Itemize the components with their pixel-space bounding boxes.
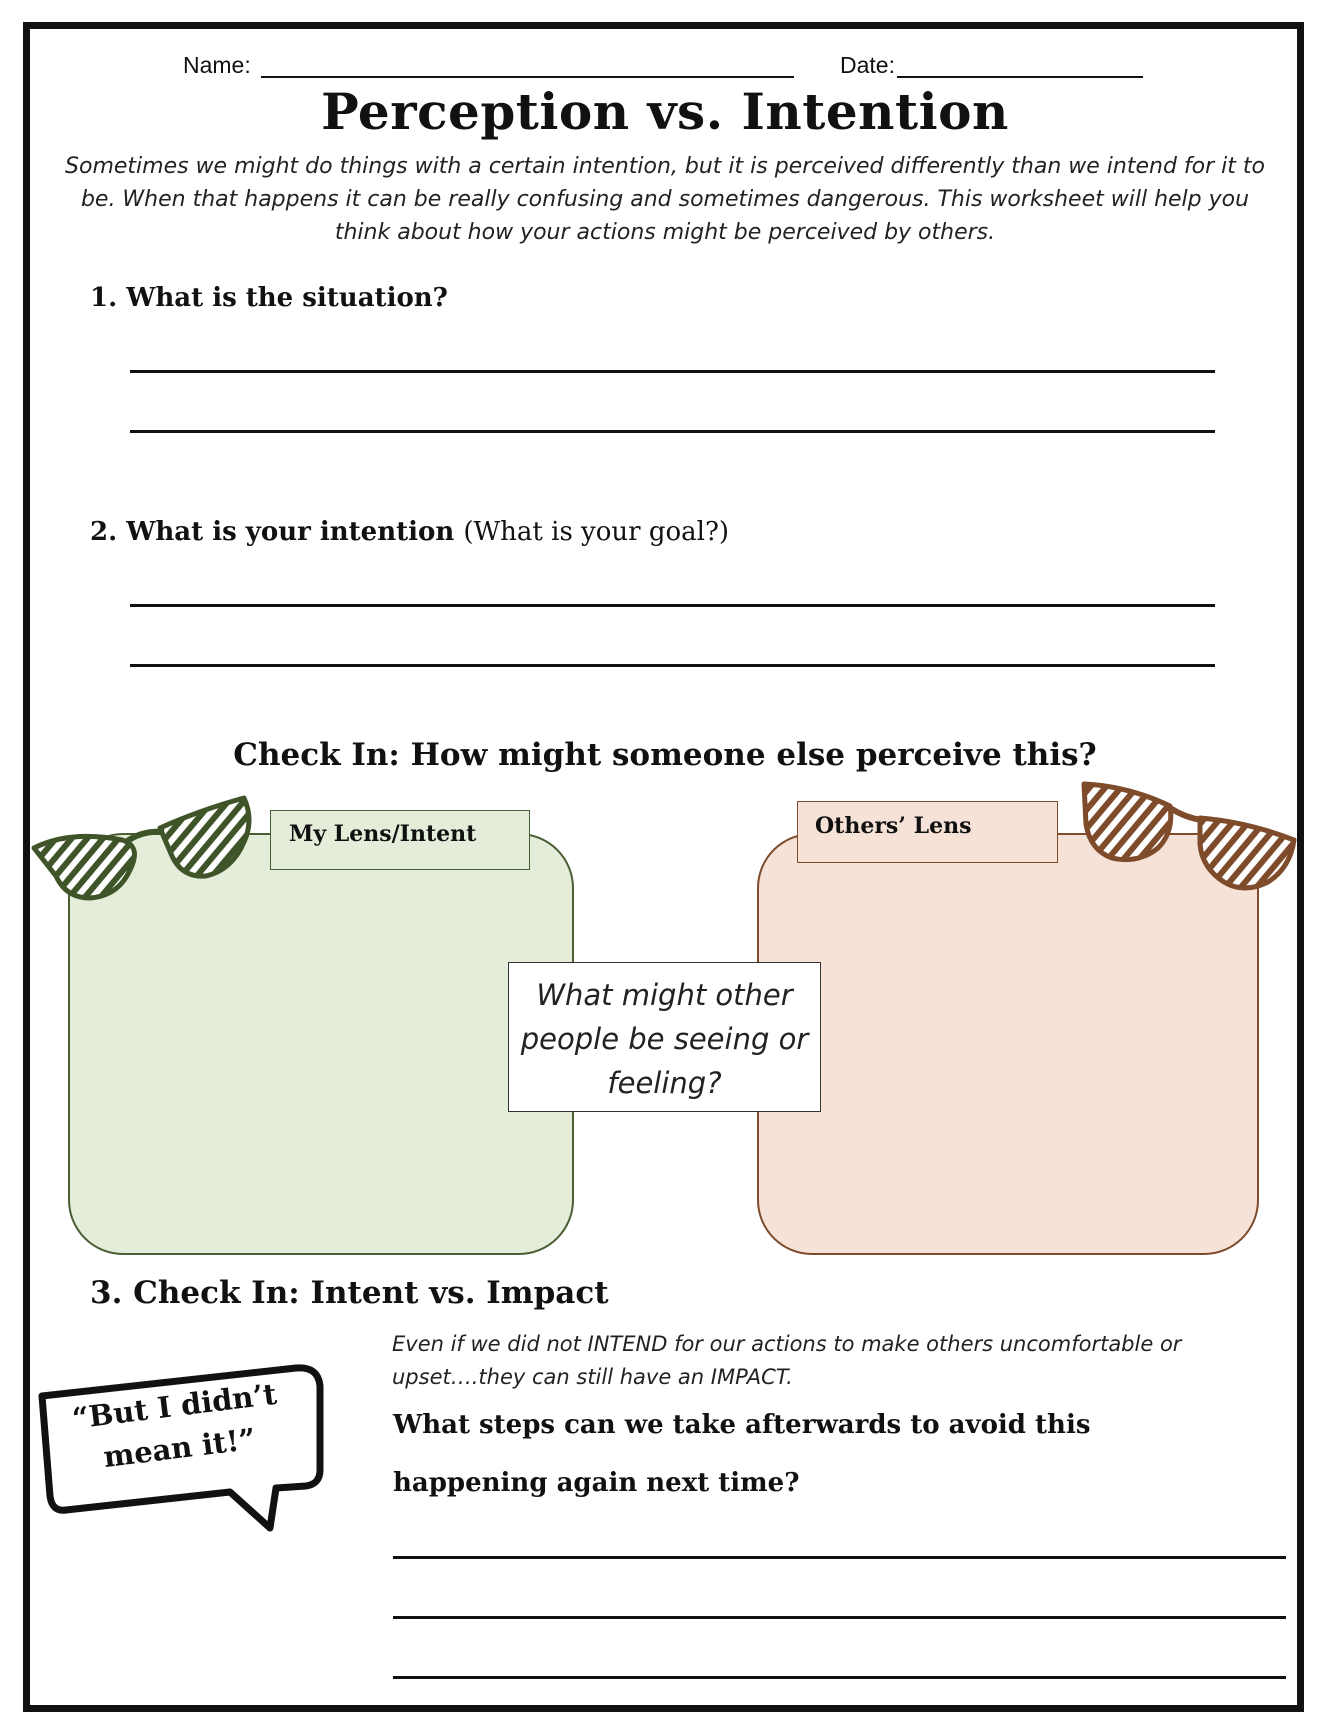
answer-line-steps-2[interactable] xyxy=(393,1616,1286,1619)
date-field[interactable] xyxy=(897,76,1143,78)
answer-line-intention-1[interactable] xyxy=(130,604,1215,607)
name-label: Name: xyxy=(183,52,251,78)
impact-note: Even if we did not INTEND for our actions to make others uncomfortable or upset….they can still have an IMPACT. xyxy=(392,1332,1182,1389)
page-title: Perception vs. Intention xyxy=(321,82,1009,141)
answer-line-situation-1[interactable] xyxy=(130,370,1215,373)
question-intention-label: 2. What is your intention xyxy=(90,517,455,547)
answer-line-intention-2[interactable] xyxy=(130,664,1215,667)
sunglasses-icon-brown xyxy=(1078,778,1298,898)
steps-question-line-2: happening again next time? xyxy=(393,1468,800,1498)
others-lens-label: Others’ Lens xyxy=(797,801,1058,863)
intro-text: Sometimes we might do things with a certain intention, but it is perceived differently than we intend for it to be. When that happens it can be really confusing and sometimes dangerous. This worksheet will help you think about how your actions might be perceived by others. xyxy=(65,154,1265,245)
speech-bubble-text: “But I didn’t mean it!” xyxy=(70,1376,279,1475)
answer-line-situation-2[interactable] xyxy=(130,430,1215,433)
question-intention xyxy=(90,517,729,547)
perception-prompt: What might other people be seeing or feeling? xyxy=(508,962,821,1112)
answer-line-steps-3[interactable] xyxy=(393,1676,1286,1679)
check-in-heading: Check In: How might someone else perceive this? xyxy=(233,737,1097,773)
my-lens-label: My Lens/Intent xyxy=(270,810,530,870)
question-situation xyxy=(90,283,448,313)
date-label: Date: xyxy=(840,52,895,78)
answer-line-steps-1[interactable] xyxy=(393,1556,1286,1559)
steps-question-line-1: What steps can we take afterwards to avoid this xyxy=(393,1410,1091,1440)
sunglasses-icon-green xyxy=(30,790,260,910)
intent-impact-heading: 3. Check In: Intent vs. Impact xyxy=(90,1275,609,1311)
question-situation-label: 1. What is the situation? xyxy=(90,283,448,313)
question-intention-hint: (What is your goal?) xyxy=(463,517,730,547)
name-field[interactable] xyxy=(261,76,794,78)
